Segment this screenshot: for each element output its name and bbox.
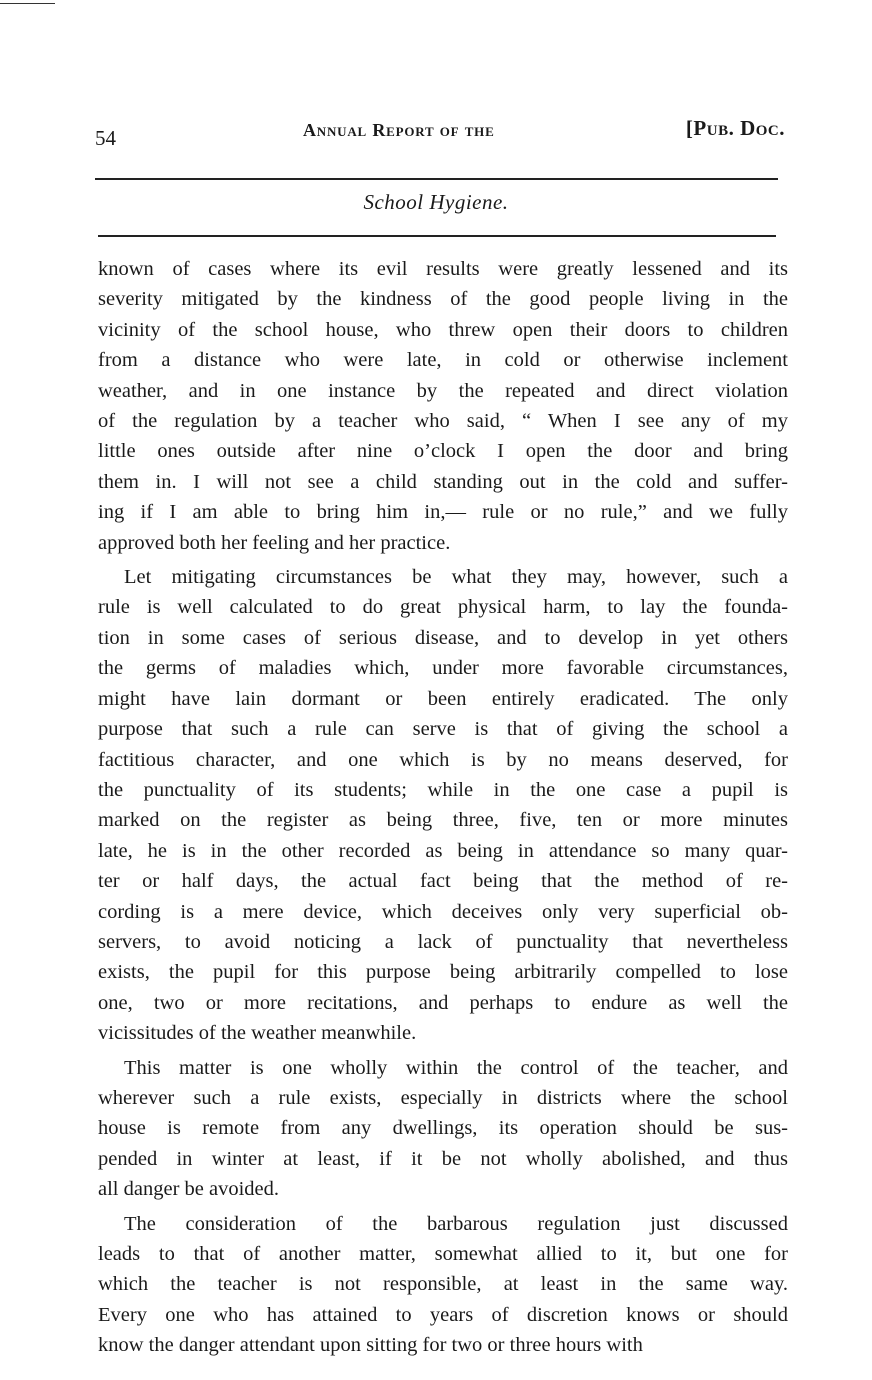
text-line: marked on the register as being three, five, ten or more minutes bbox=[98, 809, 788, 832]
header-rule-bottom bbox=[98, 235, 776, 237]
section-heading: School Hygiene. bbox=[363, 190, 509, 214]
text-line: servers, to avoid noticing a lack of punctuality that nevertheless bbox=[98, 930, 788, 953]
text-line: rule is well calculated to do great physical harm, to lay the founda- bbox=[98, 596, 788, 619]
body-text bbox=[98, 254, 788, 1361]
text-line: ing if I am able to bring him in,— rule or no rule,” and we fully bbox=[98, 501, 788, 524]
text-line: severity mitigated by the kindness of the good people living in the bbox=[98, 288, 788, 311]
text-line: factitious character, and one which is by no means deserved, for bbox=[98, 748, 788, 771]
text-line: the germs of maladies which, under more favorable circumstances, bbox=[98, 657, 788, 680]
page-header bbox=[95, 112, 785, 150]
text-line: know the danger attendant upon sitting for two or three hours with bbox=[98, 1334, 643, 1357]
text-line: exists, the pupil for this purpose being arbitrarily compelled to lose bbox=[98, 961, 788, 984]
text-line: approved both her feeling and her practice. bbox=[98, 531, 451, 554]
text-line: vicissitudes of the weather meanwhile. bbox=[98, 1022, 417, 1045]
text-line: known of cases where its evil results were greatly lessened and its bbox=[98, 258, 788, 280]
text-line: from a distance who were late, in cold or otherwise inclement bbox=[98, 349, 788, 372]
document-tag: [Pub. Doc. bbox=[685, 116, 785, 140]
corner-rule bbox=[0, 3, 55, 4]
text-line: wherever such a rule exists, especially in districts where the school bbox=[98, 1086, 788, 1109]
text-line: Every one who has attained to years of discretion knows or should bbox=[98, 1303, 788, 1326]
text-line: cording is a mere device, which deceives only very superficial ob- bbox=[98, 900, 788, 923]
text-line: The consideration of the barbarous regulation just discussed bbox=[124, 1212, 788, 1235]
text-line: purpose that such a rule can serve is that of giving the school a bbox=[98, 718, 788, 741]
text-line: of the regulation by a teacher who said, “ When I see any of my bbox=[98, 410, 788, 433]
text-line: all danger be avoided. bbox=[98, 1178, 280, 1201]
text-line: house is remote from any dwellings, its operation should be sus- bbox=[98, 1117, 788, 1140]
text-line: weather, and in one instance by the repeated and direct violation bbox=[98, 379, 788, 402]
text-line: This matter is one wholly within the control of the teacher, and bbox=[124, 1056, 788, 1079]
paragraph bbox=[98, 254, 788, 558]
header-rule-top bbox=[95, 178, 778, 180]
text-line: one, two or more recitations, and perhaps to endure as well the bbox=[98, 991, 788, 1014]
text-line: might have lain dormant or been entirely eradicated. The only bbox=[98, 687, 788, 710]
paragraph bbox=[98, 1209, 788, 1361]
page-number: 54 bbox=[95, 126, 116, 150]
text-line: ter or half days, the actual fact being that the method of re- bbox=[98, 870, 788, 893]
text-line: late, he is in the other recorded as being in attendance so many quar- bbox=[98, 839, 788, 862]
text-line: vicinity of the school house, who threw open their doors to children bbox=[98, 318, 788, 341]
text-line: little ones outside after nine o’clock I open the door and bring bbox=[98, 440, 788, 463]
text-line: them in. I will not see a child standing out in the cold and suffer- bbox=[98, 470, 788, 493]
text-line: leads to that of another matter, somewhat allied to it, but one for bbox=[98, 1243, 788, 1265]
text-line: the punctuality of its students; while in the one case a pupil is bbox=[98, 778, 788, 801]
text-line: Let mitigating circumstances be what they may, however, such a bbox=[124, 566, 788, 589]
text-line: tion in some cases of serious disease, and to develop in yet others bbox=[98, 626, 788, 649]
text-line: which the teacher is not responsible, at least in the same way. bbox=[98, 1273, 788, 1296]
paragraph bbox=[98, 562, 788, 1049]
paragraph bbox=[98, 1053, 788, 1205]
text-line: pended in winter at least, if it be not wholly abolished, and thus bbox=[98, 1147, 788, 1170]
running-title: Annual Report of the bbox=[303, 120, 495, 140]
